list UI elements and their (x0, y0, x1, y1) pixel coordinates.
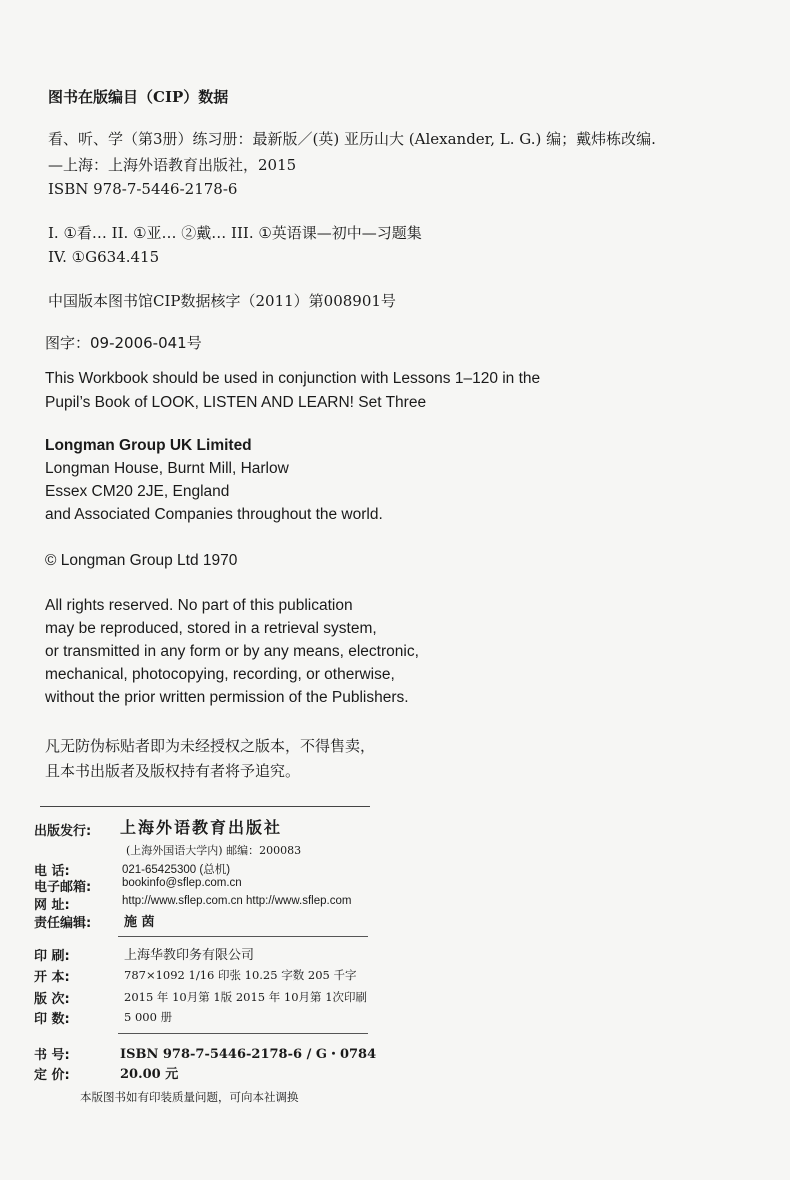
notice-line-2: Pupil’s Book of LOOK, LISTEN AND LEARN! Set Three (45, 394, 427, 411)
copyright-line: © Longman Group Ltd 1970 (45, 552, 238, 569)
divider (118, 936, 368, 937)
website-value: http://www.sflep.com.cn http://www.sflep.com (122, 895, 352, 907)
printer-value: 上海华教印务有限公司 (124, 948, 255, 963)
anti-piracy-line-1: 凡无防伪标贴者即为未经授权之版本，不得售卖， (45, 737, 376, 755)
rights-line-3: or transmitted in any form or by any means, electronic, (45, 643, 419, 660)
anti-piracy-line-2: 且本书出版者及版权持有者将予追究。 (45, 762, 301, 780)
phone-label: 电 话: (34, 864, 70, 879)
cip-classification-1: I. ①看… II. ①亚… ②戴… III. ①英语课—初中—习题集 (48, 224, 422, 242)
cip-classification-2: IV. ①G634.415 (48, 248, 160, 266)
rights-line-4: mechanical, photocopying, recording, or otherwise, (45, 666, 395, 683)
website-label: 网 址: (34, 898, 70, 913)
publisher-value: 上海外语教育出版社 (120, 818, 283, 837)
imprint-footer: 本版图书如有印装质量问题，可向本社调换 (80, 1090, 299, 1104)
price-label: 定 价: (34, 1068, 70, 1083)
publisher-sub: (上海外国语大学内) 邮编：200083 (126, 844, 302, 857)
publisher-label: 出版发行: (34, 824, 92, 839)
publisher-address-2: Essex CM20 2JE, England (45, 483, 230, 500)
notice-line-1: This Workbook should be used in conjunction with Lessons 1–120 in the (45, 370, 541, 387)
printer-label: 印 刷: (34, 949, 70, 964)
copies-label: 印 数: (34, 1012, 70, 1027)
cip-title: 图书在版编目（CIP）数据 (48, 88, 229, 106)
divider (118, 1033, 368, 1034)
edition-label: 版 次: (34, 992, 70, 1007)
divider (40, 806, 370, 807)
cip-isbn: ISBN 978-7-5446-2178-6 (48, 180, 238, 198)
book-number-label: 书 号: (34, 1048, 70, 1063)
publisher-name-en: Longman Group UK Limited (45, 437, 252, 454)
rights-line-2: may be reproduced, stored in a retrieval system, (45, 620, 377, 637)
phone-value: 021-65425300 (总机) (122, 864, 231, 876)
rights-line-5: without the prior written permission of the Publishers. (45, 689, 409, 706)
editor-value: 施 茵 (124, 915, 155, 930)
email-label: 电子邮箱: (34, 880, 92, 895)
book-number-value: ISBN 978-7-5446-2178-6 / G・0784 (120, 1047, 377, 1062)
cip-line-1: 看、听、学（第3册）练习册：最新版／(英) 亚历山大 (Alexander, L. G.) 编；戴炜栋改编. (48, 130, 656, 148)
editor-label: 责任编辑: (34, 916, 92, 931)
email-value: bookinfo@sflep.com.cn (122, 877, 242, 889)
contract-number: 图字：09-2006-041号 (45, 334, 202, 352)
format-label: 开 本: (34, 970, 70, 985)
rights-line-1: All rights reserved. No part of this publication (45, 597, 353, 614)
cip-line-2: —上海：上海外语教育出版社，2015 (48, 156, 297, 174)
copies-value: 5 000 册 (124, 1010, 173, 1024)
publisher-address-3: and Associated Companies throughout the world. (45, 506, 383, 523)
publisher-address-1: Longman House, Burnt Mill, Harlow (45, 460, 289, 477)
price-value: 20.00 元 (120, 1067, 179, 1082)
edition-value: 2015 年 10月第 1版 2015 年 10月第 1次印刷 (124, 990, 368, 1004)
cip-verification: 中国版本图书馆CIP数据核字（2011）第008901号 (48, 292, 396, 310)
format-value: 787×1092 1/16 印张 10.25 字数 205 千字 (124, 968, 357, 982)
